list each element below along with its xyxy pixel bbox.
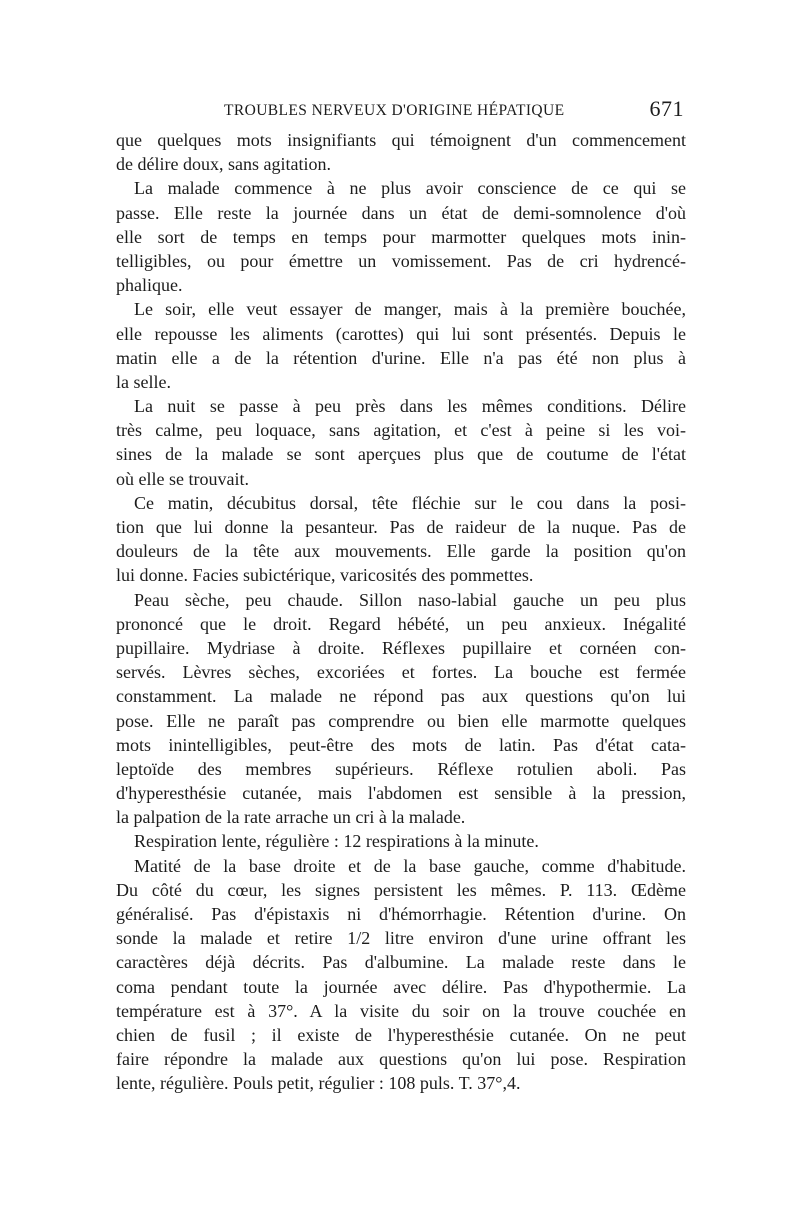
text-line: matin elle a de la rétention d'urine. Elle n'a pas été non plus à [116, 347, 686, 368]
text-line: telligibles, ou pour émettre un vomissement. Pas de cri hydrencé- [116, 250, 686, 271]
text-line: coma pendant toute la journée avec délire. Pas d'hypothermie. La [116, 976, 686, 997]
text-line: d'hyperesthésie cutanée, mais l'abdomen est sensible à la pression, [116, 783, 686, 804]
text-line: pose. Elle ne paraît pas comprendre ou bien elle marmotte quelques [116, 710, 686, 731]
text-line: Ce matin, décubitus dorsal, tête fléchie sur le cou dans la posi- [134, 492, 686, 513]
text-line: Du côté du cœur, les signes persistent les mêmes. P. 113. Œdème [116, 879, 686, 900]
text-line: elle sort de temps en temps pour marmotter quelques mots inin- [116, 226, 686, 247]
text-line: constamment. La malade ne répond pas aux questions qu'on lui [116, 686, 686, 707]
text-line: lui donne. Facies subictérique, varicosités des pommettes. [116, 565, 534, 586]
text-line: leptoïde des membres supérieurs. Réflexe rotulien aboli. Pas [116, 758, 686, 779]
page-number: 671 [649, 96, 684, 121]
text-line: faire répondre la malade aux questions qu'on lui pose. Respiration [116, 1049, 686, 1070]
text-line: où elle se trouvait. [116, 468, 249, 489]
text-line: de délire doux, sans agitation. [116, 154, 331, 175]
text-line: tion que lui donne la pesanteur. Pas de raideur de la nuque. Pas de [116, 517, 686, 537]
text-line: très calme, peu loquace, sans agitation, et c'est à peine si les voi- [116, 420, 686, 441]
text-line: La nuit se passe à peu près dans les mêmes conditions. Délire [134, 396, 686, 417]
text-line: lente, régulière. Pouls petit, régulier : 108 puls. T. 37°,4. [116, 1073, 521, 1094]
text-line: la selle. [116, 371, 171, 392]
text-line: sonde la malade et retire 1/2 litre environ d'une urine offrant les [116, 928, 686, 949]
running-title: TROUBLES NERVEUX D'ORIGINE HÉPATIQUE [224, 102, 565, 119]
text-line: elle repousse les aliments (carottes) qui lui sont présentés. Depuis le [116, 323, 686, 344]
body-text [116, 128, 686, 1096]
text-line: chien de fusil ; il existe de l'hyperesthésie cutanée. On ne peut [116, 1024, 686, 1045]
text-line: phalique. [116, 275, 183, 296]
text-line: Le soir, elle veut essayer de manger, mais à la première bouchée, [134, 299, 686, 320]
text-line: pupillaire. Mydriase à droite. Réflexes pupillaire et cornéen con- [116, 637, 686, 658]
text-line: douleurs de la tête aux mouvements. Elle garde la position qu'on [116, 541, 686, 562]
text-line: Peau sèche, peu chaude. Sillon naso-labial gauche un peu plus [134, 589, 686, 610]
text-line: que quelques mots insignifiants qui témoignent d'un commencement [116, 130, 686, 150]
text-line: passe. Elle reste la journée dans un état de demi-somnolence d'où [116, 202, 686, 223]
text-line: caractères déjà décrits. Pas d'albumine. La malade reste dans le [116, 952, 686, 973]
text-line: La malade commence à ne plus avoir conscience de ce qui se [134, 178, 686, 199]
running-head [118, 96, 684, 126]
text-line: Matité de la base droite et de la base gauche, comme d'habitude. [134, 855, 686, 876]
text-line: température est à 37°. A la visite du soir on la trouve couchée en [116, 1000, 686, 1021]
text-line: généralisé. Pas d'épistaxis ni d'hémorrhagie. Rétention d'urine. On [116, 904, 686, 924]
text-line: Respiration lente, régulière : 12 respirations à la minute. [134, 831, 539, 852]
text-line: mots inintelligibles, peut-être des mots de latin. Pas d'état cata- [116, 734, 686, 755]
text-line: sines de la malade se sont aperçues plus que de coutume de l'état [116, 444, 686, 465]
text-line: prononcé que le droit. Regard hébété, un peu anxieux. Inégalité [116, 613, 686, 634]
text-line: servés. Lèvres sèches, excoriées et fortes. La bouche est fermée [116, 662, 686, 683]
text-line: la palpation de la rate arrache un cri à la malade. [116, 807, 466, 828]
